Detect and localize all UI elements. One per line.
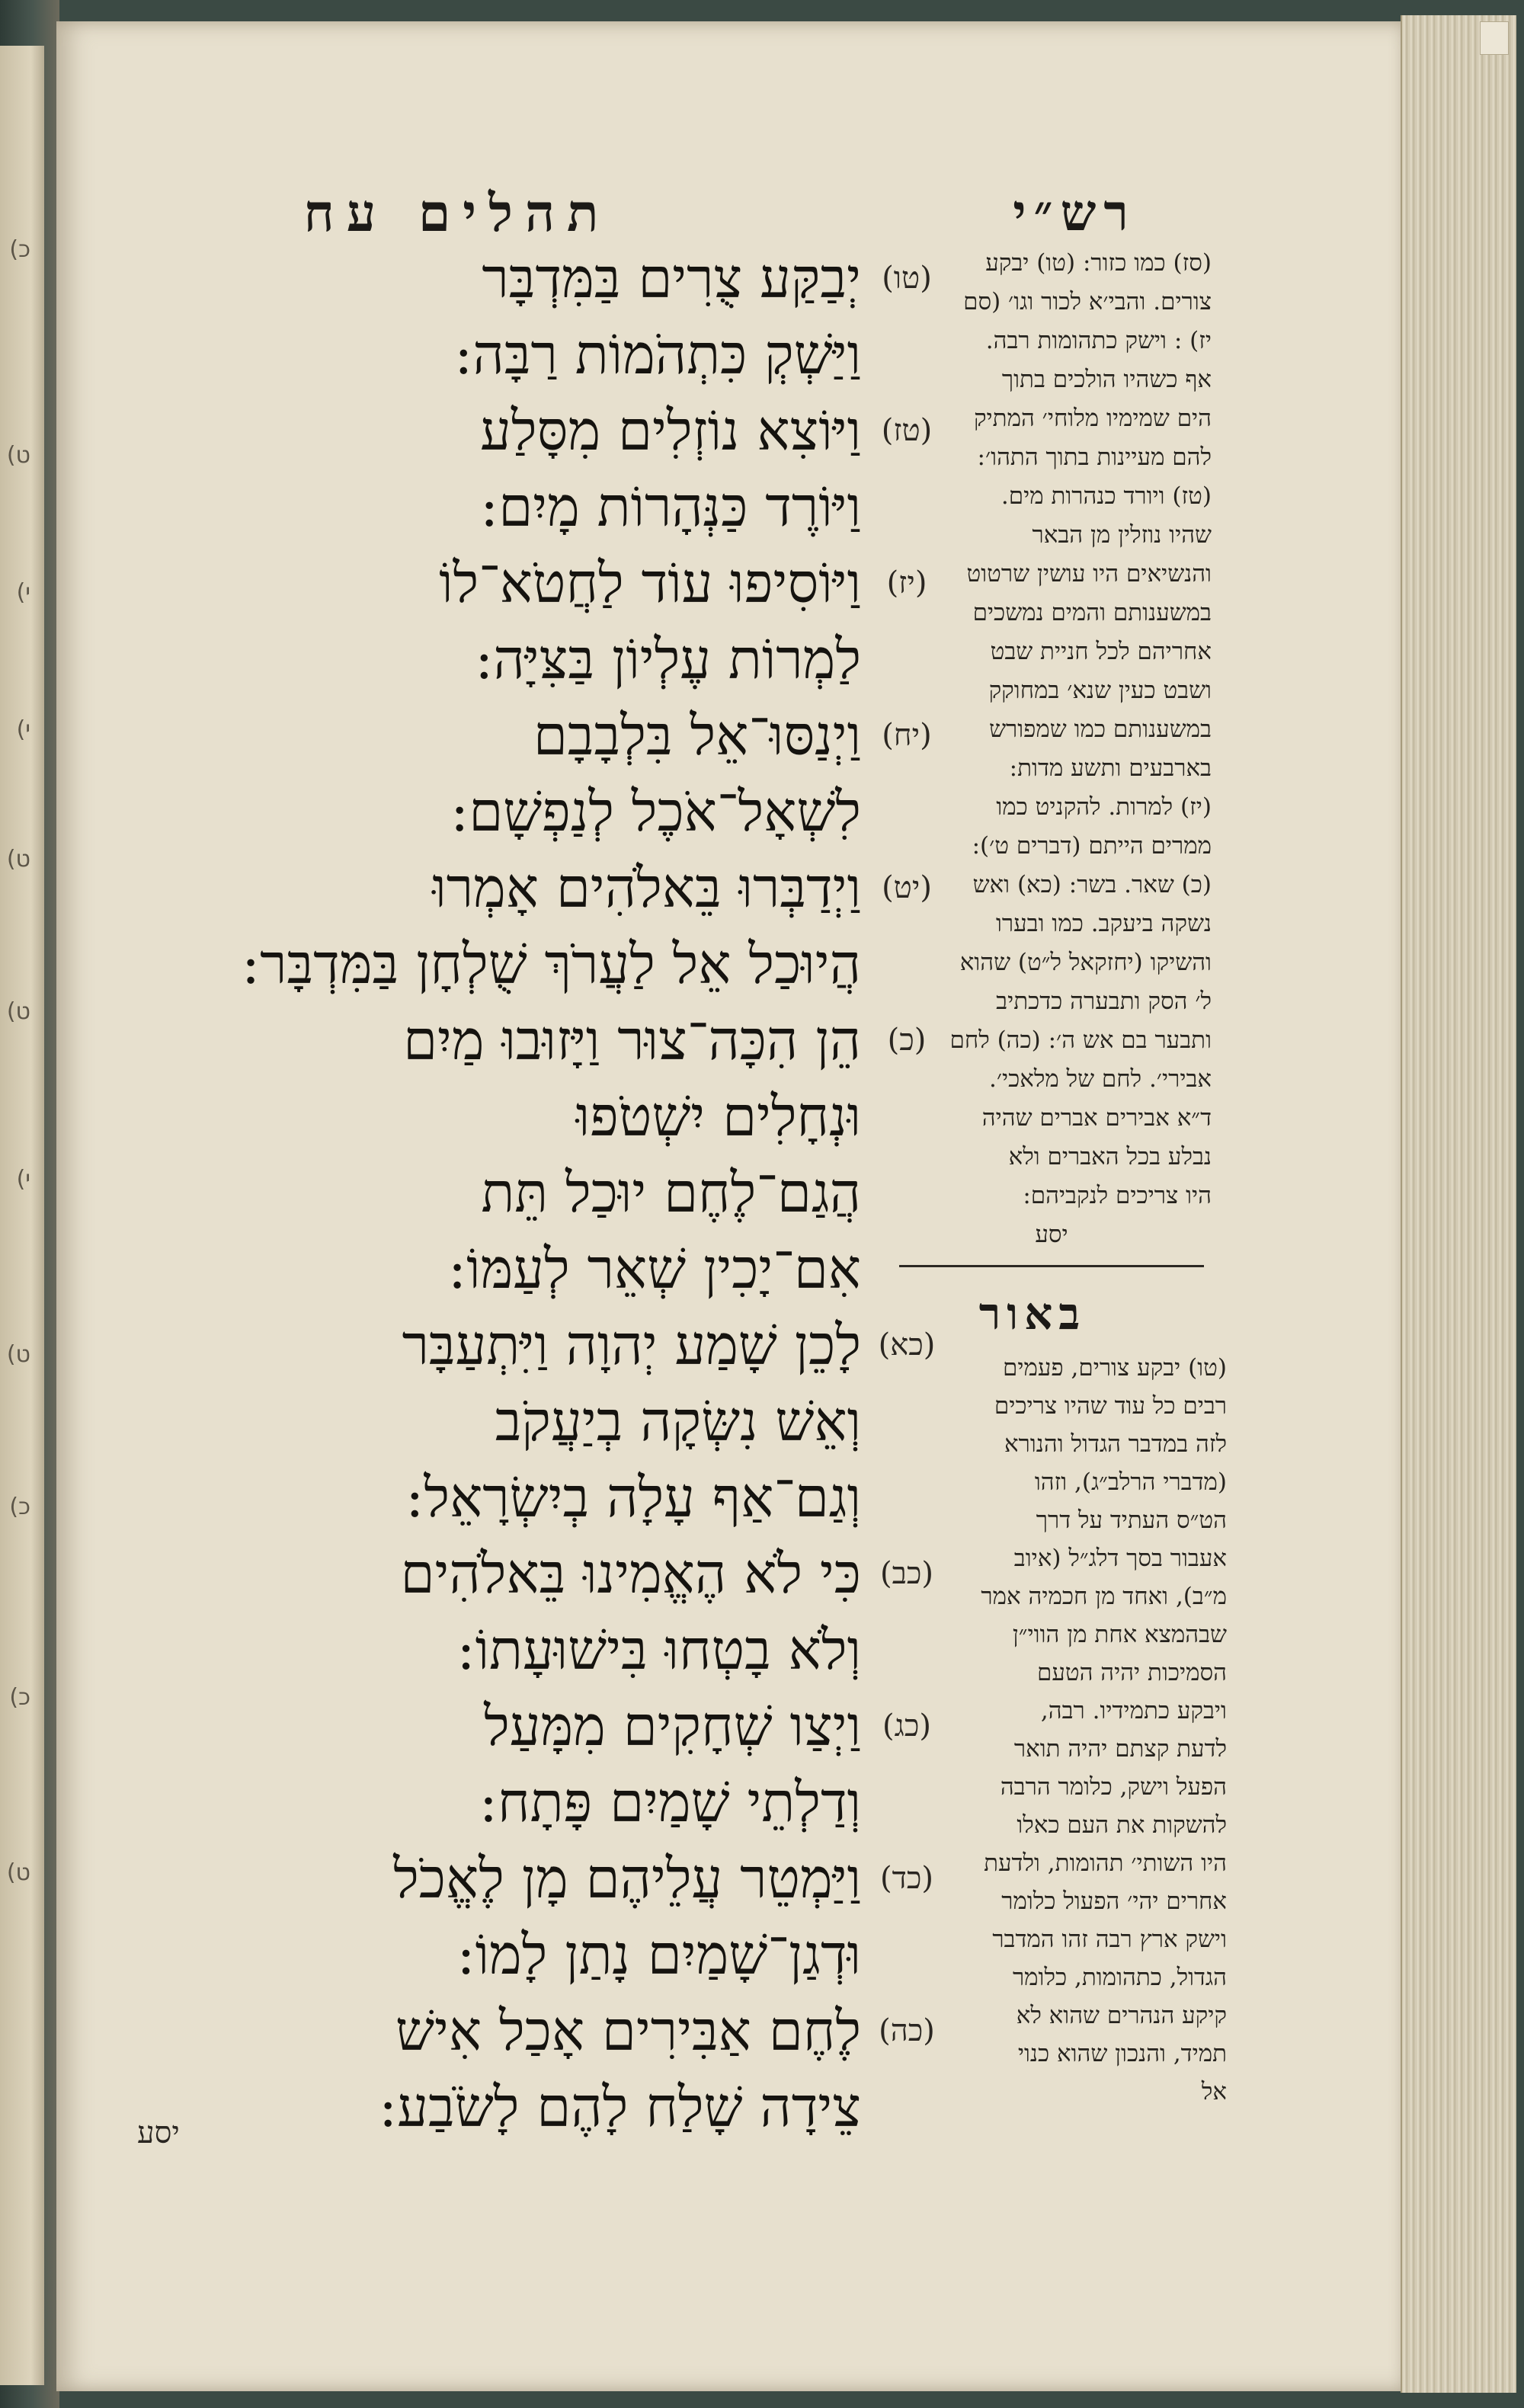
verse-number: (כה)	[879, 2013, 935, 2048]
verse-line	[160, 1231, 861, 1307]
verse-number: (יח)	[882, 718, 932, 753]
biur-line: וישק ארץ רבה זהו המדבר	[992, 1926, 1227, 1953]
rashi-line: שהיו נוזלין מן הבאר	[1032, 521, 1212, 549]
facing-page-mark: (י	[16, 1166, 30, 1193]
verse-text: וַיְדַבְּרוּ בֵּאלֹהִים אָמְרוּ	[432, 856, 861, 920]
rashi-line: היו צריכים לנקביהם:	[1023, 1182, 1212, 1209]
section-divider	[899, 1265, 1204, 1267]
rashi-line: במשענותם והמים נמשכים	[972, 599, 1212, 626]
rashi-catchword: יסע	[1035, 1221, 1068, 1248]
rashi-line: הים שמימיו מלוחי׳ המתיק	[973, 405, 1212, 432]
verse-line	[160, 2069, 861, 2145]
rashi-line: (סז) כמו כזור: (טו) יבקע	[985, 249, 1212, 277]
biur-line: היו השותי׳ תהומות, ולדעת	[984, 1849, 1227, 1877]
verse-text: לֶחֶם אַבִּירִים אָכַל אִישׁ	[395, 1999, 861, 2063]
biur-line: ויבקע כתמידיו. רבה,	[1040, 1697, 1227, 1724]
verse-text: הֲגַם־לֶחֶם יוּכַל תֵּת	[481, 1161, 861, 1225]
rashi-line: ל׳ הסק ותבערה כדכתיב	[996, 988, 1212, 1015]
biur-heading: באור	[978, 1288, 1087, 1340]
facing-page-mark: (ט	[6, 1859, 30, 1886]
verse-text: וְלֹא בָטְחוּ בִּישׁוּעָתוֹ:	[456, 1618, 861, 1682]
verse-line	[160, 1916, 861, 1993]
biur-line: להשקות את העם כאלו	[1017, 1811, 1227, 1839]
biur-line: הפעל וישק, כלומר הרבה	[1000, 1773, 1227, 1801]
verse-number: (כד)	[879, 1861, 933, 1896]
rashi-commentary	[892, 244, 1212, 1254]
verse-line	[160, 1154, 861, 1231]
biur-line: (מדברי הרלב״ג), וזהו	[1034, 1468, 1227, 1496]
verse-text: לַמְרוֹת עֶלְיוֹן בַּצִּיָּה:	[475, 627, 861, 691]
verse-line	[160, 1612, 861, 1688]
verse-line	[160, 316, 861, 392]
verse-line	[160, 392, 933, 469]
rashi-line: ד״א אבירים אברים שהיה	[981, 1104, 1212, 1132]
verse-number: (יט)	[882, 870, 932, 905]
rashi-line: יז) : וישק כתהומות רבה.	[985, 327, 1212, 354]
psalm-text-column	[160, 240, 936, 2145]
biur-commentary	[892, 1349, 1227, 2111]
verse-text: וּדְגַן־שָׁמַיִם נָתַן לָמוֹ:	[456, 1923, 861, 1987]
verse-line	[160, 240, 932, 316]
verse-number: (כ)	[887, 1023, 927, 1058]
rashi-line: (טז) ויורד כנהרות מים.	[1001, 482, 1212, 510]
verse-text: וַיַּשְׁקְ כִּתְהֹמוֹת רַבָּה:	[454, 322, 861, 386]
rashi-line: אחריהם לכל חניית שבט	[990, 638, 1212, 665]
verse-line	[160, 1383, 861, 1459]
verse-line	[160, 850, 932, 926]
facing-page-mark: (ט	[6, 998, 30, 1025]
rashi-line: במשענותם כמו שמפורש	[989, 716, 1212, 743]
verse-line	[160, 926, 861, 1002]
rashi-line: והשיקו (יחזקאל ל״ט) שהוא	[959, 949, 1212, 976]
verse-number: (טו)	[882, 261, 932, 296]
biur-line: אעבור בסך דלג״ל (איוב	[1013, 1545, 1227, 1572]
rashi-line: (יז) למרות. להקניט כמו	[996, 793, 1212, 821]
verse-text: וְגַם־אַף עָלָה בְיִשְׂרָאֵל:	[405, 1465, 861, 1529]
biur-line: לזה במדבר הגדול והנורא	[1004, 1430, 1227, 1458]
verse-text: לִשְׁאָל־אֹכֶל לְנַפְשָׁם:	[450, 780, 861, 844]
paper-tab	[1480, 21, 1509, 55]
biur-line: הט״ס העתיד על דרך	[1036, 1507, 1227, 1534]
verse-number: (יז)	[886, 565, 927, 600]
verse-line	[160, 773, 861, 850]
verse-line	[160, 1535, 934, 1612]
facing-page-edge	[0, 46, 44, 2385]
biur-line: לדעת קצתם יהיה תואר	[1013, 1735, 1227, 1763]
verse-text: כִּי לֹא הֶאֱמִינוּ בֵּאלֹהִים	[400, 1542, 861, 1606]
verse-line	[160, 697, 932, 773]
running-title: תהלים עח	[303, 183, 611, 244]
verse-line	[160, 1459, 861, 1535]
verse-text: יְבַקַּע צֻרִים בַּמִּדְבָּר	[482, 246, 861, 310]
verse-number: (כא)	[878, 1327, 936, 1363]
verse-text: וַיְצַו שְׁחָקִים מִמָּעַל	[484, 1694, 861, 1758]
verse-text: וְאֵשׁ נִשְּׂקָה בְיַעֲקֹב	[495, 1389, 861, 1453]
verse-text: וַיְנַסּוּ־אֵל בִּלְבָבָם	[533, 703, 861, 767]
biur-line: שבהמצא אחת מן הווי״ן	[1012, 1621, 1227, 1648]
biur-line: הסמיכות יהיה הטעם	[1036, 1659, 1227, 1686]
rashi-line: להם מעיינות בתוך התהו׳:	[977, 443, 1212, 471]
biur-line: אל	[1201, 2078, 1227, 2105]
verse-text: הֵן הִכָּה־צוּר וַיָּזוּבוּ מַיִם	[403, 1008, 861, 1072]
verse-text: וַיּוֹסִיפוּ עוֹד לַחֲטֹא־לוֹ	[439, 551, 861, 615]
verse-line	[160, 1764, 861, 1840]
rashi-line: (כ) שאר. בשר: (כא) ואש	[972, 871, 1212, 898]
rashi-line: נשקה ביעקב. כמו ובערו	[995, 910, 1212, 937]
rashi-line: נבלע בכל האברים ולא	[1008, 1143, 1212, 1170]
rashi-line: והנשיאים היו עושין שרטוט	[966, 560, 1212, 588]
verse-line	[160, 1840, 933, 1916]
page-stack-edge	[1401, 15, 1516, 2393]
verse-line	[160, 621, 861, 697]
facing-page-mark: (כ	[9, 1684, 30, 1711]
rashi-heading: רש״י	[1013, 183, 1136, 242]
verse-line	[160, 1078, 861, 1154]
verse-text: לָכֵן שָׁמַע יְהוָה וַיִּתְעַבָּר	[402, 1313, 861, 1377]
verse-number: (כג)	[882, 1708, 931, 1744]
verse-number: (כב)	[879, 1556, 934, 1591]
verse-text: וְדַלְתֵי שָׁמַיִם פָּתָח:	[479, 1770, 861, 1834]
verse-line	[160, 469, 861, 545]
facing-page-mark: (י	[16, 716, 30, 743]
verse-text: וַיַּמְטֵר עֲלֵיהֶם מָן לֶאֱכֹל	[393, 1846, 861, 1910]
facing-page-mark: (ט	[6, 846, 30, 873]
facing-page-mark: (י	[16, 579, 30, 606]
facing-page-mark: (ט	[6, 1341, 30, 1368]
catchword: יסע	[137, 2115, 180, 2150]
facing-page-mark: (ט	[6, 442, 30, 469]
biur-line: קיקע הנהרים שהוא לא	[1016, 2002, 1227, 2029]
verse-number: (טז)	[881, 413, 933, 448]
verse-line	[160, 1993, 935, 2069]
verse-line	[160, 545, 927, 621]
verse-text: וַיּוֹצִא נוֹזְלִים מִסָּלַע	[480, 399, 861, 463]
biur-line: תמיד, והנכון שהוא כנוי	[1017, 2040, 1227, 2067]
rashi-line: אבירי׳. לחם של מלאכי׳.	[988, 1065, 1212, 1093]
verse-text: וַיּוֹרֶד כַּנְּהָרוֹת מָיִם:	[480, 475, 861, 539]
facing-page-mark: (כ	[9, 1494, 30, 1520]
rashi-line: בארבעים ותשע מדות:	[1009, 754, 1212, 782]
rashi-line: ותבער בם אש ה׳: (כה) לחם	[949, 1026, 1212, 1054]
verse-line	[160, 1002, 927, 1078]
verse-text: צֵידָה שָׁלַח לָהֶם לָשֹׂבַע:	[379, 2075, 861, 2139]
biur-line: (טו) יבקע צורים, פעמים	[1003, 1354, 1227, 1382]
rashi-line: ושבט כעין שנא׳ במחוקק	[988, 677, 1212, 704]
biur-line: אחרים יהי׳ הפעול כלומר	[1001, 1888, 1227, 1915]
rashi-line: ממרים הייתם (דברים ט׳):	[972, 832, 1212, 860]
verse-text: וּנְחָלִים יִשְׁטֹפוּ	[575, 1084, 861, 1148]
verse-text: הֲיוּכַל אֵל לַעֲרֹךְ שֻׁלְחָן בַּמִּדְבָּר:	[241, 932, 861, 996]
biur-line: מ״ב), ואחד מן חכמיה אמר	[981, 1583, 1227, 1610]
verse-text: אִם־יָכִין שְׁאֵר לְעַמּוֹ:	[447, 1237, 861, 1301]
biur-line: רבים כל עוד שהיו צריכים	[994, 1392, 1227, 1420]
verse-line	[160, 1688, 931, 1764]
rashi-line: אף כשהיו הולכים בתוך	[1001, 366, 1212, 393]
verse-line	[160, 1307, 936, 1383]
facing-page-mark: (כ	[9, 236, 30, 263]
rashi-line: צורים. והבי׳א לכור וגו׳ (סם	[963, 288, 1212, 315]
biur-line: הגדול, כתהומות, כלומר	[1012, 1964, 1227, 1991]
